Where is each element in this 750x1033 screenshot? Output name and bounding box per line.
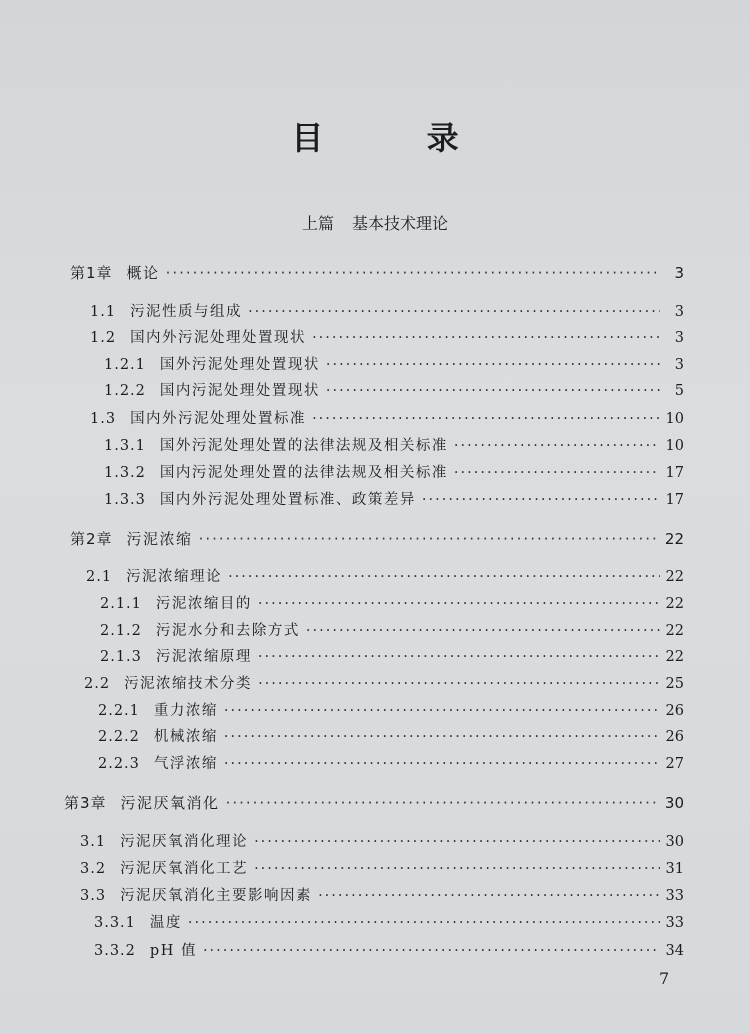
toc-entry-subsection[interactable]: [100, 646, 684, 668]
entry-page: 26: [665, 703, 684, 719]
entry-number: 2.1: [86, 569, 113, 585]
entry-page: 22: [665, 649, 684, 665]
entry-title: 国内外污泥处理处置现状: [130, 330, 307, 346]
toc-entry-subsection[interactable]: [100, 620, 684, 642]
leader-dots: [228, 566, 659, 588]
leader-dots: [326, 380, 660, 402]
entry-title: 污泥厌氧消化主要影响因素: [120, 888, 313, 904]
entry-number: 2.2.3: [98, 756, 140, 772]
entry-page: 17: [665, 492, 684, 508]
toc-entry-subsection[interactable]: [98, 726, 684, 748]
leader-dots: [188, 912, 660, 934]
entry-page: 27: [665, 756, 684, 772]
toc-entry-section[interactable]: [80, 831, 684, 853]
entry-title: 污泥浓缩: [126, 530, 193, 548]
leader-dots: [226, 792, 659, 814]
entry-number: 1.2.1: [104, 357, 146, 373]
entry-page: 3: [674, 304, 684, 320]
toc-entry-subsection[interactable]: [104, 354, 684, 376]
entry-number: 3.2: [80, 861, 107, 877]
entry-number: 第1章: [70, 264, 113, 282]
entry-page: 33: [665, 888, 684, 904]
toc-entry-section[interactable]: [90, 408, 684, 430]
leader-dots: [312, 408, 659, 430]
toc-entry-section[interactable]: [90, 301, 684, 323]
entry-title: 重力浓缩: [153, 703, 218, 719]
entry-page: 22: [665, 623, 684, 639]
entry-title: 国内污泥处理处置现状: [159, 383, 320, 399]
entry-title: 污泥浓缩原理: [155, 649, 252, 665]
toc-entry-subsection[interactable]: [98, 700, 684, 722]
entry-page: 3: [674, 264, 684, 282]
toc-entry-subsection[interactable]: [104, 489, 684, 511]
entry-number: 1.2.2: [104, 383, 146, 399]
leader-dots: [312, 327, 660, 349]
entry-title: 国内外污泥处理处置标准、政策差异: [159, 492, 416, 508]
page-number: 7: [659, 969, 670, 988]
toc-entry-section[interactable]: [86, 566, 684, 588]
leader-dots: [454, 462, 660, 484]
entry-page: 3: [674, 330, 684, 346]
entry-page: 30: [664, 794, 684, 812]
leader-dots: [318, 885, 659, 907]
leader-dots: [254, 858, 659, 880]
entry-title: 国外污泥处理处置的法律法规及相关标准: [159, 438, 448, 454]
entry-title: 概论: [126, 264, 160, 282]
entry-number: 1.2: [90, 330, 117, 346]
toc-entry-section[interactable]: [80, 858, 684, 880]
leader-dots: [306, 620, 660, 642]
leader-dots: [258, 646, 660, 668]
entry-number: 1.3: [90, 411, 117, 427]
leader-dots: [254, 831, 659, 853]
entry-number: 2.2: [84, 676, 111, 692]
entry-title: 污泥浓缩理论: [126, 569, 223, 585]
leader-dots: [326, 354, 660, 376]
entry-page: 33: [665, 915, 684, 931]
leader-dots: [454, 435, 660, 457]
leader-dots: [224, 726, 660, 748]
entry-page: 22: [664, 530, 684, 548]
entry-page: 31: [665, 861, 684, 877]
entry-page: 5: [674, 383, 684, 399]
entry-number: 1.3.3: [104, 492, 146, 508]
toc-entry-section[interactable]: [90, 327, 684, 349]
leader-dots: [248, 301, 660, 323]
entry-page: 25: [665, 676, 684, 692]
leader-dots: [199, 528, 659, 550]
entry-title: 机械浓缩: [153, 729, 218, 745]
toc-entry-subsection[interactable]: [104, 435, 684, 457]
entry-title: 国外污泥处理处置现状: [159, 357, 320, 373]
page-title: 目 录: [291, 119, 505, 157]
toc-entry-subsection[interactable]: [104, 380, 684, 402]
entry-title: 污泥厌氧消化工艺: [120, 861, 249, 877]
entry-page: 26: [665, 729, 684, 745]
entry-number: 2.2.2: [98, 729, 140, 745]
entry-number: 2.1.3: [100, 649, 142, 665]
entry-page: 22: [665, 596, 684, 612]
part-label: 上篇: [301, 214, 334, 233]
entry-number: 2.2.1: [98, 703, 140, 719]
entry-number: 3.3.2: [94, 943, 136, 959]
entry-number: 第2章: [70, 530, 113, 548]
toc-entry-subsection[interactable]: [94, 912, 684, 934]
entry-page: 17: [665, 465, 684, 481]
entry-title: 国内外污泥处理处置标准: [130, 411, 307, 427]
entry-page: 10: [665, 411, 684, 427]
entry-page: 30: [665, 834, 684, 850]
toc-entry-section[interactable]: [80, 885, 684, 907]
entry-title: 污泥性质与组成: [130, 304, 243, 320]
leader-dots: [166, 262, 660, 284]
entry-title: 温度: [149, 915, 182, 931]
toc-entry-chapter[interactable]: [64, 792, 684, 814]
leader-dots: [224, 700, 660, 722]
entry-title: 污泥厌氧消化理论: [120, 834, 249, 850]
entry-number: 1.3.2: [104, 465, 146, 481]
leader-dots: [258, 593, 660, 615]
entry-number: 2.1.2: [100, 623, 142, 639]
toc-entry-section[interactable]: [84, 673, 684, 695]
leader-dots: [224, 753, 660, 775]
leader-dots: [203, 940, 660, 962]
entry-page: 3: [674, 357, 684, 373]
entry-title: 气浮浓缩: [153, 756, 218, 772]
toc-entry-subsection[interactable]: [104, 462, 684, 484]
toc-entry-chapter[interactable]: [70, 262, 684, 284]
toc-entry-subsection[interactable]: [94, 940, 684, 962]
leader-dots: [258, 673, 659, 695]
entry-title: 国内污泥处理处置的法律法规及相关标准: [159, 465, 448, 481]
entry-title: 污泥浓缩目的: [155, 596, 252, 612]
entry-title: 污泥水分和去除方式: [155, 623, 300, 639]
toc-entry-subsection[interactable]: [100, 593, 684, 615]
entry-number: 1.3.1: [104, 438, 146, 454]
toc-entry-subsection[interactable]: [98, 753, 684, 775]
entry-page: 10: [665, 438, 684, 454]
entry-title: 污泥厌氧消化: [120, 794, 220, 812]
entry-title: 污泥浓缩技术分类: [124, 676, 253, 692]
entry-number: 1.1: [90, 304, 117, 320]
entry-number: 3.1: [80, 834, 107, 850]
part-name: 基本技术理论: [352, 214, 449, 233]
entry-number: 3.3: [80, 888, 107, 904]
entry-title: pH 值: [149, 943, 197, 959]
entry-page: 22: [665, 569, 684, 585]
toc-entry-chapter[interactable]: [70, 528, 684, 550]
entry-number: 第3章: [64, 794, 107, 812]
leader-dots: [422, 489, 660, 511]
entry-number: 3.3.1: [94, 915, 136, 931]
entry-number: 2.1.1: [100, 596, 142, 612]
entry-page: 34: [665, 943, 684, 959]
